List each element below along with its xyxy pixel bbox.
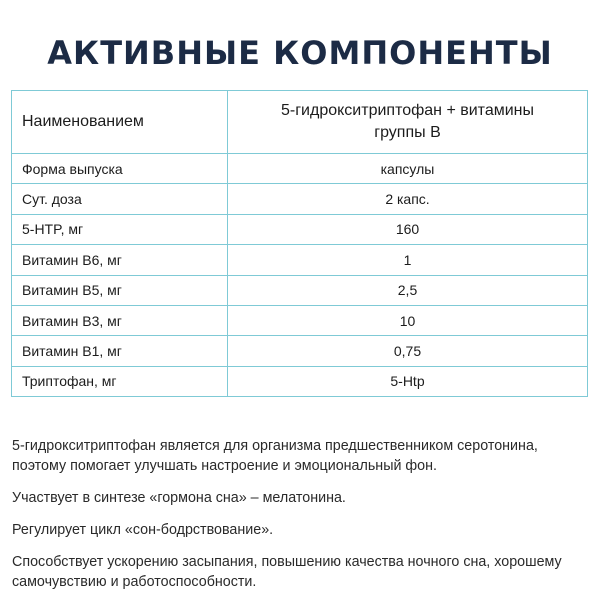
table-row — [12, 245, 588, 275]
row-value-cell: 2 капс. — [228, 184, 588, 214]
row-name-cell: 5-HTP, мг — [12, 214, 228, 244]
table-row — [12, 275, 588, 305]
row-value-cell: 5-Htp — [228, 366, 588, 396]
header-name-cell: Наименованием — [12, 91, 228, 154]
row-name-cell: Сут. доза — [12, 184, 228, 214]
row-name-cell: Триптофан, мг — [12, 366, 228, 396]
table-row — [12, 336, 588, 366]
components-table — [11, 90, 588, 397]
description-paragraph: 5-гидрокситриптофан является для организма предшественником серотонина, поэтому помогает улучшать настроение и эмоциональный фон. — [12, 438, 538, 474]
row-value-cell: 10 — [228, 305, 588, 335]
table-row — [12, 366, 588, 396]
row-name-cell: Витамин В3, мг — [12, 305, 228, 335]
table-row — [12, 214, 588, 244]
table-row — [12, 305, 588, 335]
row-value-cell: 160 — [228, 214, 588, 244]
description-paragraph: Участвует в синтезе «гормона сна» – мелатонина. — [12, 490, 346, 506]
table-row — [12, 184, 588, 214]
row-name-cell: Форма выпуска — [12, 154, 228, 184]
row-name-cell: Витамин В6, мг — [12, 245, 228, 275]
row-name-cell: Витамин В1, мг — [12, 336, 228, 366]
table-row — [12, 154, 588, 184]
row-value-cell: 2,5 — [228, 275, 588, 305]
row-value-cell: капсулы — [228, 154, 588, 184]
description-block — [12, 436, 588, 604]
row-value-cell: 1 — [228, 245, 588, 275]
description-paragraph: Способствует ускорению засыпания, повышению качества ночного сна, хорошему самочувствию и работоспособности. — [12, 554, 562, 590]
description-paragraph: Регулирует цикл «сон-бодрствование». — [12, 522, 274, 538]
row-name-cell: Витамин В5, мг — [12, 275, 228, 305]
row-value-cell: 0,75 — [228, 336, 588, 366]
page-title: АКТИВНЫЕ КОМПОНЕНТЫ — [47, 34, 553, 72]
table-header-row — [12, 91, 588, 154]
header-value-cell: 5-гидрокситриптофан + витамины группы В — [228, 91, 588, 154]
